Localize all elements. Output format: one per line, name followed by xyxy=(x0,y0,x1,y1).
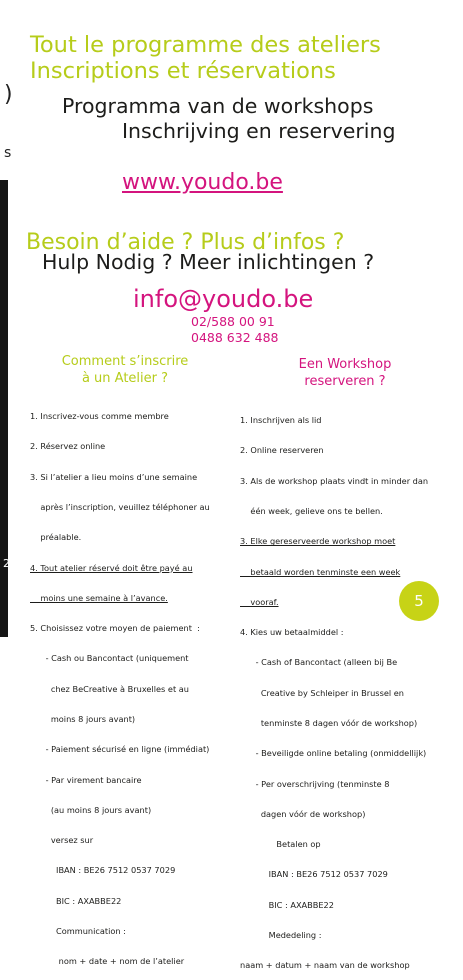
dutch-steps-list xyxy=(240,395,455,980)
dutch-heading-line2: reserveren ? xyxy=(304,374,386,389)
list-item: (au moins 8 jours avant) xyxy=(30,804,152,815)
list-item: 5. Choisissez votre moyen de paiement : xyxy=(30,623,200,634)
list-item: betaald worden tenminste een week xyxy=(240,566,401,577)
edge-fragment-s: s xyxy=(4,145,12,161)
list-item: moins une semaine à l’avance. xyxy=(30,592,168,603)
list-item: après l’inscription, veuillez téléphoner au xyxy=(30,502,210,513)
french-steps-list xyxy=(30,391,235,976)
french-section-heading xyxy=(40,353,210,387)
list-item: - Cash ou Bancontact (uniquement xyxy=(30,653,189,664)
email-link[interactable]: info@youdo.be xyxy=(133,285,314,313)
list-item: één week, gelieve ons te bellen. xyxy=(240,506,383,517)
list-item: 3. Als de workshop plaats vindt in minder dan xyxy=(240,475,429,486)
list-item: - Cash of Bancontact (alleen bij Be xyxy=(240,657,398,668)
french-help-heading: Besoin d’aide ? Plus d’infos ? xyxy=(26,230,345,255)
dutch-help-heading: Hulp Nodig ? Meer inlichtingen ? xyxy=(42,250,375,274)
list-item: préalable. xyxy=(30,532,82,543)
list-item: Creative by Schleiper in Brussel en xyxy=(240,687,404,698)
dutch-heading-line1: Een Workshop xyxy=(298,357,392,372)
list-item: moins 8 jours avant) xyxy=(30,714,136,724)
list-item: vooraf. xyxy=(240,596,279,607)
list-item: 2. Réservez online xyxy=(30,441,106,452)
list-item: 3. Si l’atelier a lieu moins d’une semaine xyxy=(30,471,198,482)
phone-number-1: 02/588 00 91 xyxy=(191,314,275,329)
list-item: 1. Inscrivez-vous comme membre xyxy=(30,411,169,422)
list-item: tenminste 8 dagen vóór de workshop) xyxy=(240,718,418,728)
website-link[interactable]: www.youdo.be xyxy=(122,170,283,195)
french-title-line1: Tout le programme des ateliers xyxy=(30,32,381,58)
dutch-title-line1: Programma van de workshops xyxy=(62,94,374,118)
french-title xyxy=(30,32,381,84)
list-item: versez sur xyxy=(30,835,94,846)
french-heading-line2: à un Atelier ? xyxy=(81,371,169,386)
edge-fragment-paren: ) xyxy=(4,82,13,107)
dutch-section-heading xyxy=(260,356,430,390)
list-item: naam + datum + naam van de workshop xyxy=(240,960,410,971)
list-item: Communication : xyxy=(30,925,126,936)
phone-number-2: 0488 632 488 xyxy=(191,330,279,345)
edge-fragment-number: 2 xyxy=(3,557,10,570)
list-item: dagen vóór de workshop) xyxy=(240,808,366,819)
list-item: IBAN : BE26 7512 0537 7029 xyxy=(240,869,388,880)
list-item: - Par virement bancaire xyxy=(30,774,142,785)
list-item: BIC : AXABBE22 xyxy=(240,899,334,910)
french-heading-line1: Comment s’inscrire xyxy=(61,354,189,369)
list-item: 1. Inschrijven als lid xyxy=(240,415,322,426)
dutch-title-line2: Inschrijving en reservering xyxy=(122,119,396,143)
list-item: IBAN : BE26 7512 0537 7029 xyxy=(30,865,176,876)
list-item: nom + date + nom de l’atelier xyxy=(30,956,185,967)
list-item: 3. Elke gereserveerde workshop moet xyxy=(240,536,396,547)
list-item: 2. Online reserveren xyxy=(240,445,324,456)
french-title-line2: Inscriptions et réservations xyxy=(30,58,336,84)
list-item: BIC : AXABBE22 xyxy=(30,895,122,906)
list-item: - Paiement sécurisé en ligne (immédiat) xyxy=(30,744,210,755)
list-item: Mededeling : xyxy=(240,929,322,940)
list-item: 4. Tout atelier réservé doit être payé au xyxy=(30,562,193,573)
dutch-title xyxy=(62,94,395,144)
list-item: 4. Kies uw betaalmiddel : xyxy=(240,627,344,638)
list-item: - Per overschrijving (tenminste 8 xyxy=(240,778,390,789)
list-item: - Beveiligde online betaling (onmiddellijk) xyxy=(240,748,427,759)
list-item: chez BeCreative à Bruxelles et au xyxy=(30,683,189,694)
page-number-badge: 5 xyxy=(399,581,439,621)
list-item: Betalen op xyxy=(240,839,321,850)
